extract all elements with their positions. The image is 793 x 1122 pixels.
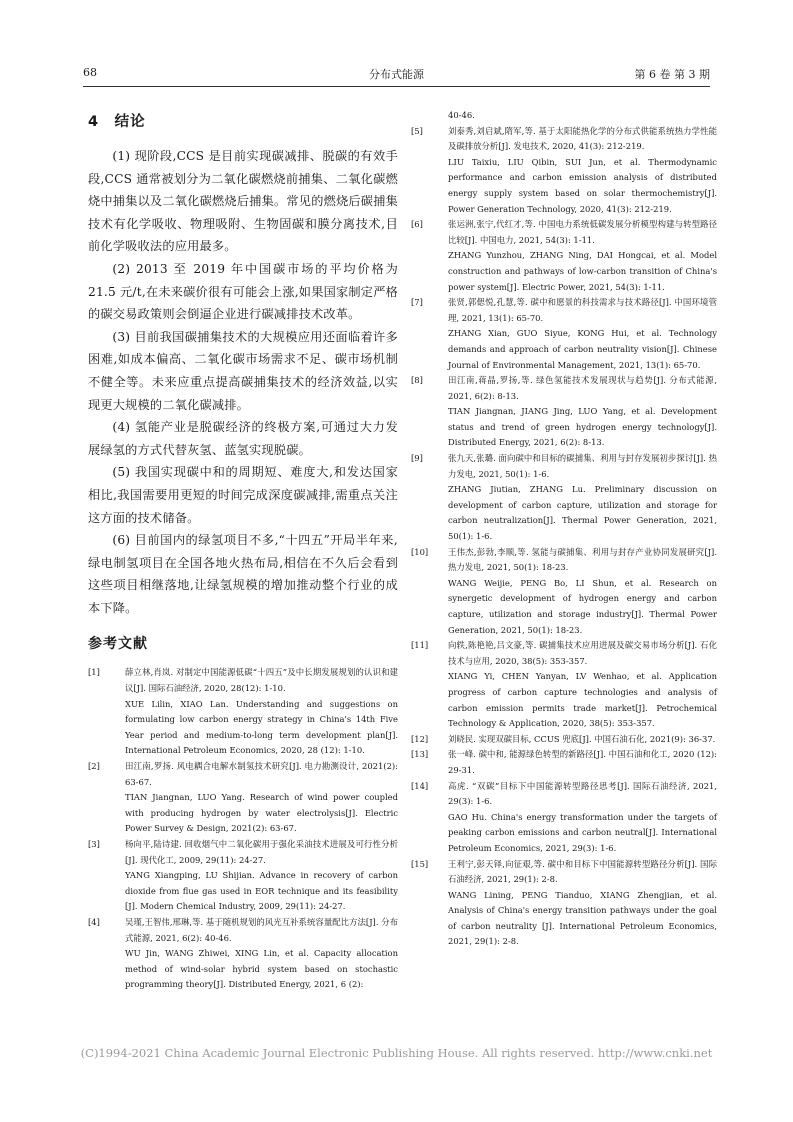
reference-item	[411, 545, 717, 639]
reference-item	[411, 638, 717, 732]
page-header	[83, 66, 710, 86]
reference-number: [13]	[411, 749, 429, 760]
reference-en: WANG Lining, PENG Tianduo, XIANG Zhengjian, et al. Analysis of China's energy transition pathways under the goal of carbon neutrality [J]. International Petroleum Economics, 2021, 29(1): 2-8.	[448, 889, 717, 947]
reference-en: GAO Hu. China's energy transformation under the targets of peaking carbon emissions and carbon neutral[J]. International Petroleum Economics, 2021, 29(3): 1-6.	[448, 811, 717, 853]
reference-continuation: 40-46.	[448, 110, 475, 120]
reference-en: XIANG Yi, CHEN Yanyan, LV Wenhao, et al. Application progress of carbon capture technologies and analysis of carbon emission permits trade market[J]. Petrochemical Technology & Application, 2020, 38(5): 353-357.	[448, 671, 717, 729]
reference-en: XUE Lilin, XIAO Lan. Understanding and suggestions on formulating low carbon energy strategy in China's 14th Five Year period and medium-to-long term development plan[J]. International Petroleum Economics, 2020, 28 (12): 1-10.	[125, 698, 398, 756]
reference-cn: 向轶,陈艳艳,吕文豪,等. 碳捕集技术应用进展及碳交易市场分析[J]. 石化技术与应用, 2020, 38(5): 353-357.	[448, 640, 717, 666]
reference-cn: 张九天,张璐. 面向碳中和目标的碳捕集、利用与封存发展初步探讨[J]. 热力发电, 2021, 50(1): 1-6.	[448, 453, 717, 479]
reference-en: ZHANG Yunzhou, ZHANG Ning, DAI Hongcai, et al. Model construction and pathways of low-carbon transition of China's power system[J]. Electric Power, 2021, 54(3): 1-11.	[448, 250, 717, 292]
reference-item	[411, 857, 717, 951]
reference-cn: 杨向平,陆诗建. 回收烟气中二氧化碳用于强化采油技术进展及可行性分析[J]. 现代化工, 2009, 29(11): 24-27.	[125, 839, 398, 865]
copyright-footer: (C)1994-2021 China Academic Journal Electronic Publishing House. All rights reserved. http://www.cnki.net	[80, 1046, 713, 1060]
left-column	[88, 108, 398, 993]
reference-cn: 王利宁,彭天铎,向征艰,等. 碳中和目标下中国能源转型路径分析[J]. 国际石油经济, 2021, 29(1): 2-8.	[448, 858, 717, 885]
reference-cn: 吴瑾,王智伟,邢琳,等. 基于随机规划的风光互补系统容量配比方法[J]. 分布式能源, 2021, 6(2): 40-46.	[125, 916, 398, 943]
conclusion-paragraph: (5) 我国实现碳中和的周期短、难度大,和发达国家相比,我国需要用更短的时间完成深度碳减排,需重点关注这方面的技术储备。	[88, 465, 398, 525]
reference-en: ZHANG Jiutian, ZHANG Lu. Preliminary discussion on development of carbon capture, utilization and storage for carbon neutralization[J]. Thermal Power Generation, 2021, 50(1): 1-6.	[448, 484, 717, 542]
reference-cn: 田江南,蒋晶,罗扬,等. 绿色氢能技术发展现状与趋势[J]. 分布式能源, 2021, 6(2): 8-13.	[448, 375, 717, 401]
reference-number: [10]	[411, 546, 429, 557]
reference-item	[411, 732, 717, 748]
conclusion-paragraph: (3) 目前我国碳捕集技术的大规模应用还面临着许多困难,如成本偏高、二氧化碳市场需求不足、碳市场机制不健全等。未来应重点提高碳捕集技术的经济效益,以实现更大规模的二氧化碳减排。	[88, 329, 398, 412]
reference-cn: 高虎. “双碳”目标下中国能源转型路径思考[J]. 国际石油经济, 2021, 29(3): 1-6.	[448, 780, 717, 807]
references-title: 参考文献	[88, 636, 148, 653]
right-column	[411, 108, 717, 950]
reference-en: WANG Weijie, PENG Bo, LI Shun, et al. Research on synergetic development of hydrogen energy and carbon capture, utilization and storage industry[J]. Thermal Power Generation, 2021, 50(1): 18-23.	[448, 577, 717, 635]
reference-number: [7]	[411, 297, 423, 308]
reference-item	[88, 665, 398, 759]
reference-number: [14]	[411, 780, 429, 791]
reference-en: YANG Xiangping, LU Shijian. Advance in recovery of carbon dioxide from flue gas used in EOR technique and its feasibility [J]. Modern Chemical Industry, 2009, 29(11): 24-27.	[125, 870, 398, 912]
reference-cn: 薛立林,肖岚. 对制定中国能源低碳“十四五”及中长期发展规划的认识和建议[J]. 国际石油经济, 2020, 28(12): 1-10.	[125, 667, 398, 694]
reference-cn: 王伟杰,彭勃,李顺,等. 氢能与碳捕集、利用与封存产业协同发展研究[J]. 热力发电, 2021, 50(1): 18-23.	[448, 546, 717, 573]
reference-en: TIAN Jiangnan, LUO Yang. Research of wind power coupled with producing hydrogen by water electrolysis[J]. Electric Power Survey & Design, 2021(2): 63-67.	[125, 792, 398, 834]
reference-number: [8]	[411, 375, 423, 386]
section-title: 4 结论	[88, 114, 146, 130]
reference-item	[411, 747, 717, 778]
conclusion-paragraph: (4) 氢能产业是脱碳经济的终极方案,可通过大力发展绿氢的方式代替灰氢、蓝氢实现脱碳。	[88, 420, 398, 457]
reference-cn: 张一峰. 碳中和, 能源绿色转型的新路径[J]. 中国石油和化工, 2020 (12): 29-31.	[448, 749, 717, 775]
journal-title: 分布式能源	[369, 68, 424, 81]
conclusion-paragraph: (2) 2013 至 2019 年中国碳市场的平均价格为 21.5 元/t,在未来碳价很有可能会上涨,如果国家制定严格的碳交易政策则会倒逼企业进行碳减排技术改革。	[88, 261, 398, 322]
reference-en: TIAN Jiangnan, JIANG Jing, LUO Yang, et al. Development status and trend of green hydrogen energy technology[J]. Distributed Energy, 2021, 6(2): 8-13.	[448, 406, 717, 448]
reference-number: [12]	[411, 733, 429, 744]
reference-cn: 刘晓民. 实现双碳目标, CCUS 兜底[J]. 中国石油石化, 2021(9): 36-37.	[448, 733, 716, 744]
reference-item	[411, 779, 717, 857]
reference-item	[411, 295, 717, 373]
reference-item	[88, 837, 398, 915]
conclusion-paragraph: (1) 现阶段,CCS 是目前实现碳减排、脱碳的有效手段,CCS 通常被划分为二氧化碳燃烧前捕集、二氧化碳燃烧中捕集以及二氧化碳燃烧后捕集。常见的燃烧后碳捕集技术有化学吸收、物理吸附、生物固碳和膜分离技术,目前化学吸收法的应用最多。	[88, 149, 398, 254]
reference-number: [9]	[411, 453, 423, 464]
reference-number: [4]	[88, 916, 100, 927]
reference-item	[411, 124, 717, 218]
conclusion-paragraph: (6) 目前国内的绿氢项目不多,“十四五”开局半年来,绿电制氢项目在全国各地火热布局,相信在不久后会看到这些项目相继落地,让绿氢规模的增加推动整个行业的成本下降。	[88, 533, 398, 615]
reference-item	[411, 373, 717, 451]
reference-number: [15]	[411, 858, 429, 869]
reference-number: [3]	[88, 839, 100, 849]
reference-number: [11]	[411, 640, 429, 651]
reference-cn: 田江南,罗扬. 风电耦合电解水制氢技术研究[J]. 电力勘测设计, 2021(2): 63-67.	[125, 761, 398, 787]
reference-cn: 刘泰秀,刘启斌,隋军,等. 基于太阳能热化学的分布式供能系统热力学性能及碳排放分析[J]. 发电技术, 2020, 41(3): 212-219.	[448, 125, 717, 152]
header-rule	[83, 86, 710, 87]
reference-en: ZHANG Xian, GUO Siyue, KONG Hui, et al. Technology demands and approach of carbon neutrality vision[J]. Chinese Journal of Environmental Management, 2021, 13(1): 65-70.	[448, 328, 717, 370]
volume-issue: 第 6 卷 第 3 期	[634, 68, 710, 81]
reference-number: [1]	[88, 667, 100, 678]
reference-number: [2]	[88, 761, 100, 772]
reference-cn: 张运洲,张宁,代红才,等. 中国电力系统低碳发展分析模型构建与转型路径比较[J]. 中国电力, 2021, 54(3): 1-11.	[448, 219, 717, 245]
page-number: 68	[83, 66, 97, 79]
reference-en: LIU Taixiu, LIU Qibin, SUI Jun, et al. Thermodynamic performance and carbon emission analysis of distributed energy supply system based on solar thermochemistry[J]. Power Generation Technology, 2020, 41(3): 212-219.	[448, 156, 717, 214]
reference-item	[88, 915, 398, 993]
reference-number: [6]	[411, 219, 423, 230]
reference-cn: 张贤,郭偲悦,孔慧,等. 碳中和愿景的科技需求与技术路径[J]. 中国环境管理, 2021, 13(1): 65-70.	[448, 297, 717, 323]
reference-number: [5]	[411, 125, 423, 136]
reference-en: WU Jin, WANG Zhiwei, XING Lin, et al. Capacity allocation method of wind-solar hybrid system based on stochastic programming theory[J]. Distributed Energy, 2021, 6 (2):	[125, 948, 398, 990]
reference-item	[411, 217, 717, 295]
reference-item	[411, 451, 717, 545]
reference-item	[88, 759, 398, 837]
